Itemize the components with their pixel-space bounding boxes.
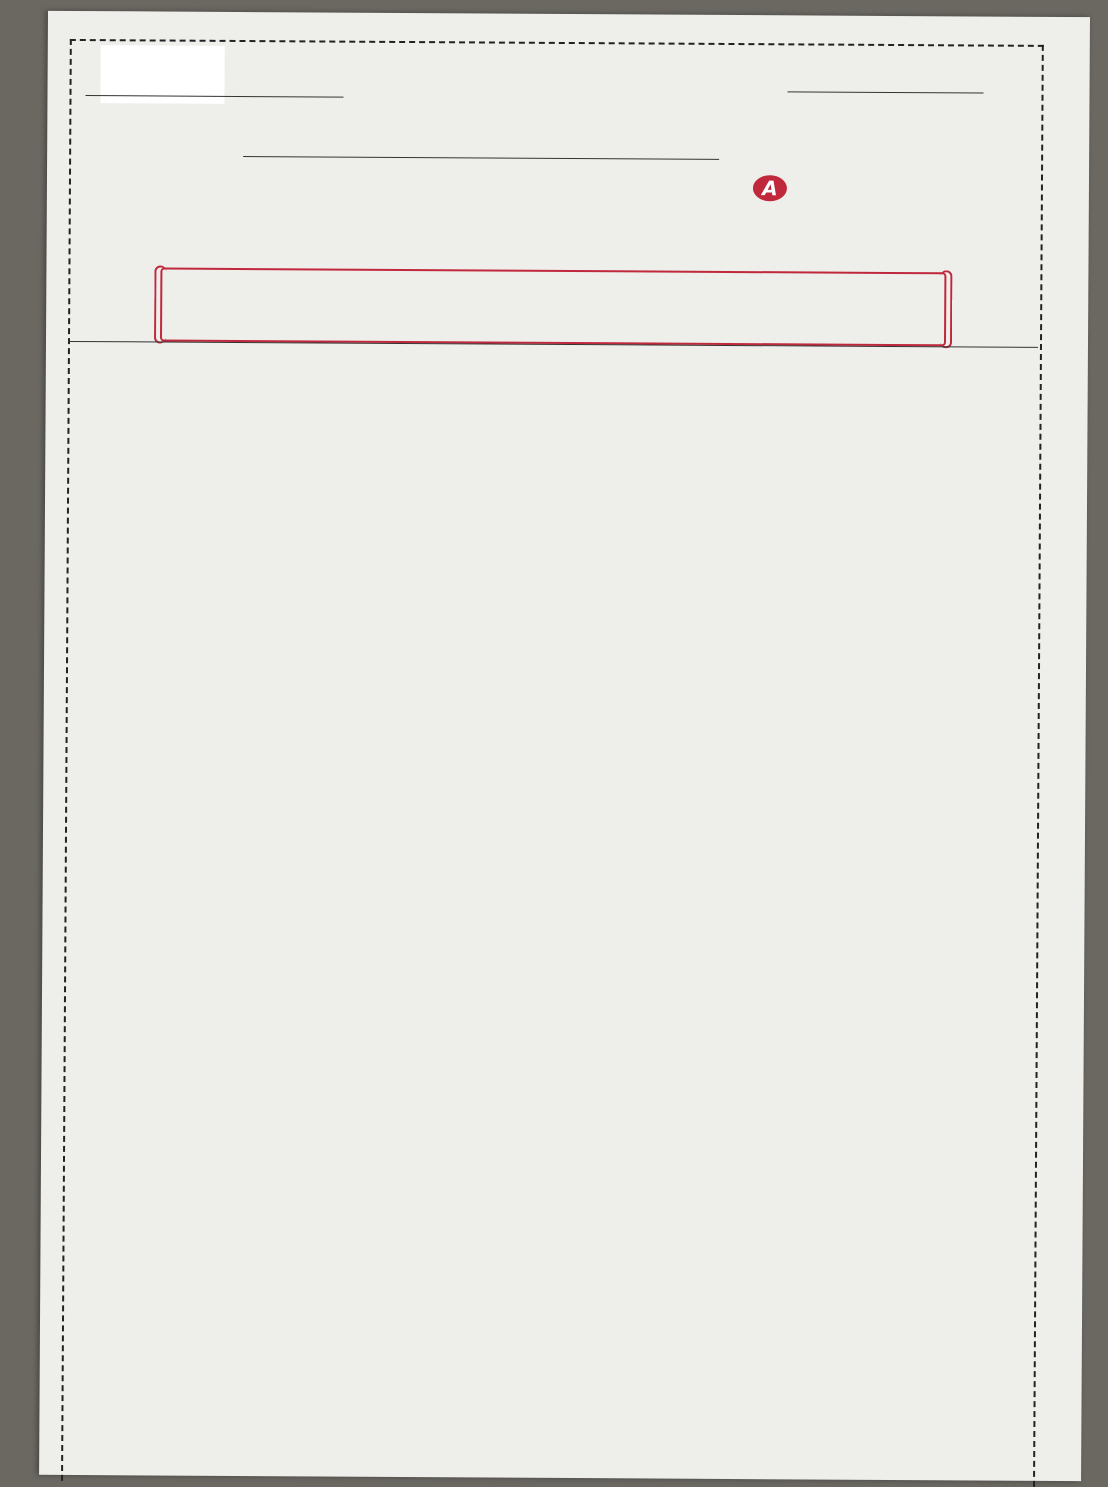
dashed-border	[61, 39, 1044, 1487]
logo-a-icon: A	[753, 175, 787, 201]
instruction-scroll	[160, 268, 946, 347]
rating-scale	[162, 282, 944, 287]
survey-paper	[39, 11, 1090, 1481]
instructions	[162, 280, 944, 285]
company-logo	[753, 175, 791, 201]
